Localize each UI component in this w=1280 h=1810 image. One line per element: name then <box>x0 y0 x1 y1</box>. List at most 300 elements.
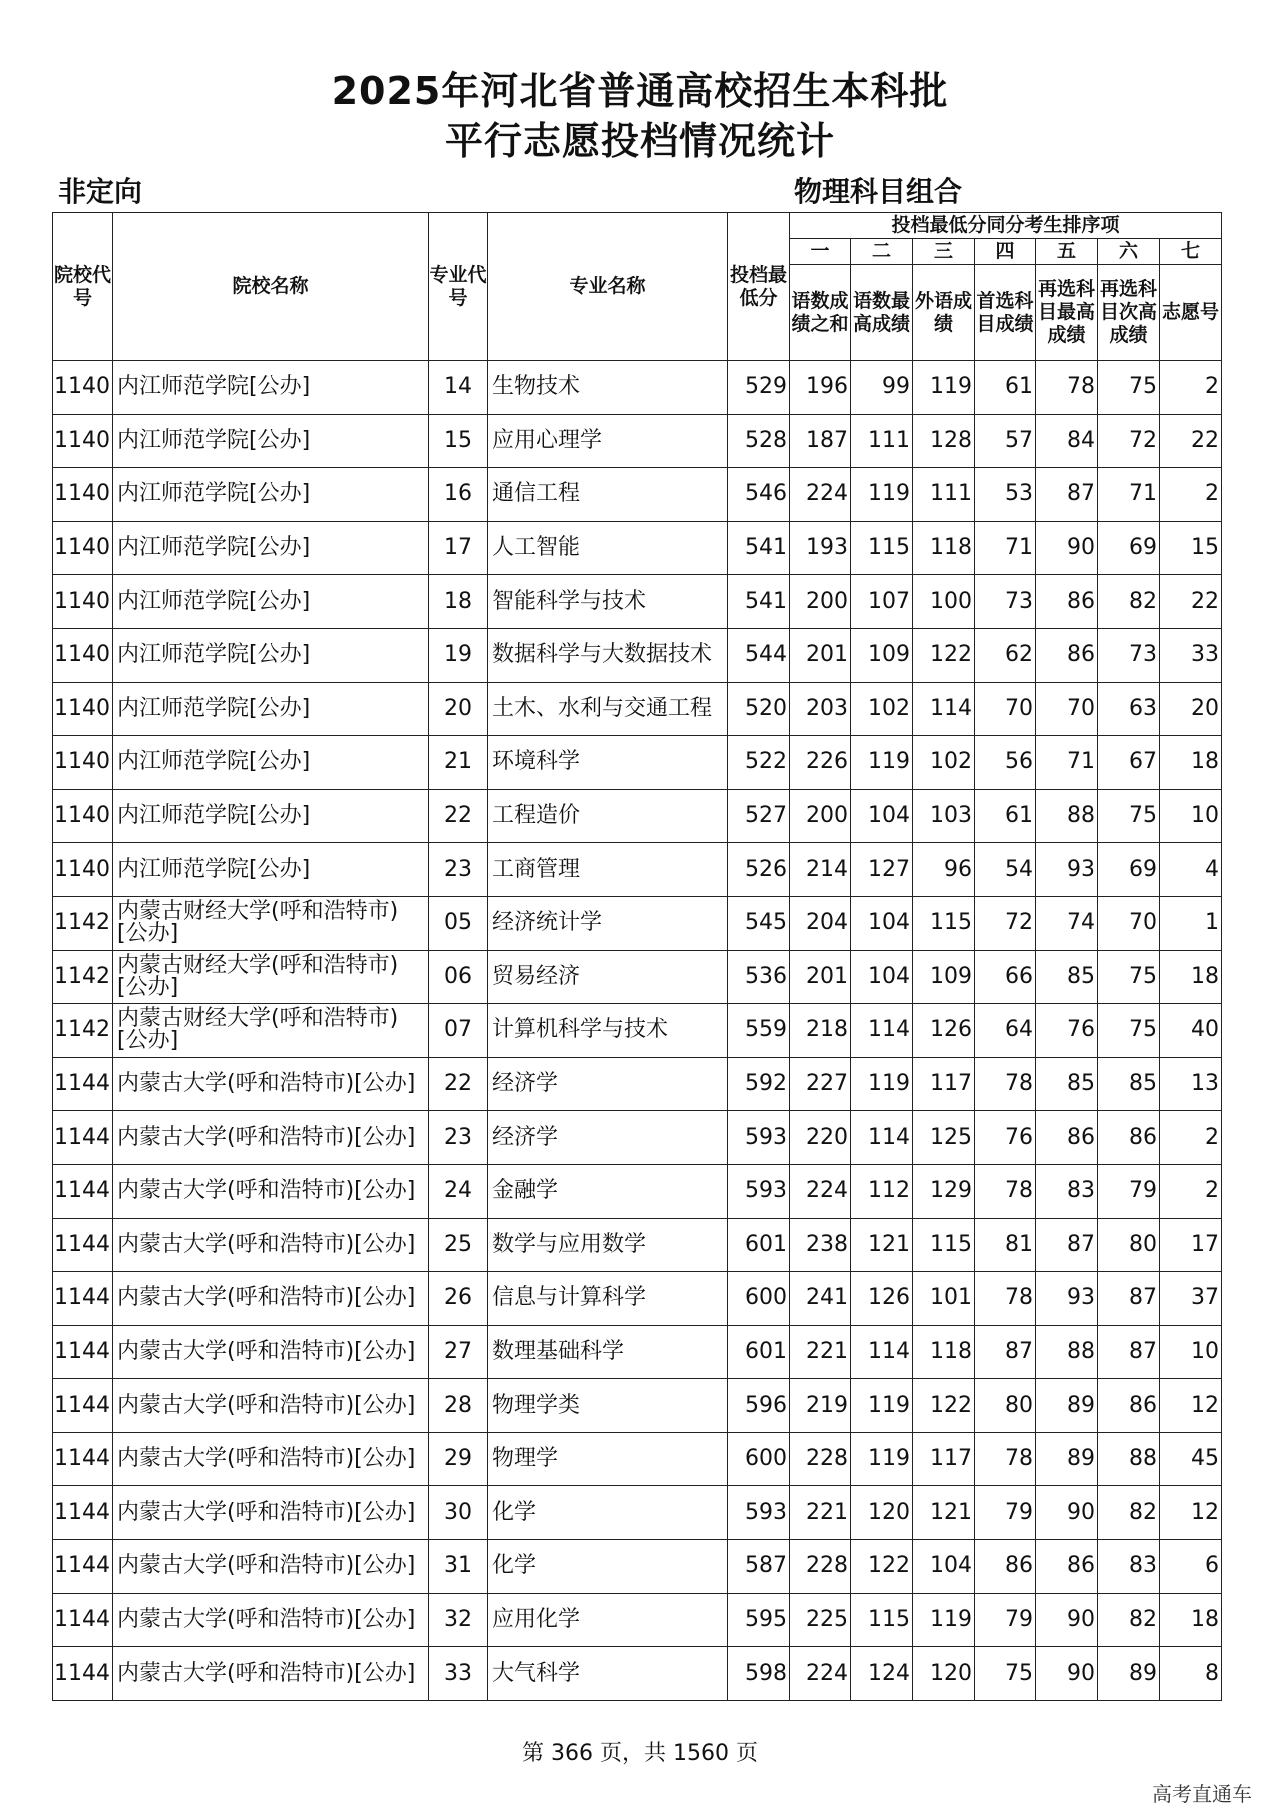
second-subject-max-cell: 84 <box>1036 414 1098 468</box>
chinese-math-sum-cell: 238 <box>790 1218 851 1272</box>
min-score-cell: 541 <box>728 575 790 629</box>
school-name-cell: 内江师范学院[公办] <box>113 736 429 790</box>
major-code-cell: 19 <box>429 628 488 682</box>
foreign-language-cell: 119 <box>913 1593 975 1647</box>
school-name-cell: 内蒙古大学(呼和浩特市)[公办] <box>113 1379 429 1433</box>
min-score-cell: 546 <box>728 468 790 522</box>
school-name-cell: 内蒙古大学(呼和浩特市)[公办] <box>113 1647 429 1701</box>
major-name-cell: 经济统计学 <box>488 896 728 950</box>
school-name-cell: 内蒙古大学(呼和浩特市)[公办] <box>113 1593 429 1647</box>
admission-table <box>52 212 1222 1701</box>
major-name-cell: 大气科学 <box>488 1647 728 1701</box>
school-name-cell: 内蒙古财经大学(呼和浩特市)[公办] <box>113 950 429 1004</box>
major-code-cell: 25 <box>429 1218 488 1272</box>
header-numeral: 四 <box>975 239 1036 265</box>
major-name-cell: 计算机科学与技术 <box>488 1004 728 1058</box>
preference-number-cell: 10 <box>1160 789 1222 843</box>
school-code-cell: 1140 <box>53 843 113 897</box>
second-subject-next-cell: 70 <box>1098 896 1160 950</box>
school-name-cell: 内蒙古大学(呼和浩特市)[公办] <box>113 1164 429 1218</box>
preference-number-cell: 18 <box>1160 736 1222 790</box>
preference-number-cell: 22 <box>1160 414 1222 468</box>
school-code-cell: 1144 <box>53 1218 113 1272</box>
foreign-language-cell: 114 <box>913 682 975 736</box>
foreign-language-cell: 115 <box>913 1218 975 1272</box>
major-name-cell: 金融学 <box>488 1164 728 1218</box>
foreign-language-cell: 117 <box>913 1432 975 1486</box>
min-score-cell: 592 <box>728 1057 790 1111</box>
header-tie-break-item: 语数成绩之和 <box>790 265 851 361</box>
second-subject-max-cell: 90 <box>1036 1647 1098 1701</box>
preference-number-cell: 4 <box>1160 843 1222 897</box>
school-code-cell: 1144 <box>53 1647 113 1701</box>
min-score-cell: 541 <box>728 521 790 575</box>
first-subject-cell: 79 <box>975 1486 1036 1540</box>
chinese-math-max-cell: 119 <box>851 1057 913 1111</box>
table-row <box>53 1432 1222 1486</box>
foreign-language-cell: 118 <box>913 1325 975 1379</box>
major-name-cell: 工商管理 <box>488 843 728 897</box>
foreign-language-cell: 117 <box>913 1057 975 1111</box>
foreign-language-cell: 118 <box>913 521 975 575</box>
table-row <box>53 628 1222 682</box>
school-code-cell: 1140 <box>53 468 113 522</box>
document-title <box>0 66 1280 166</box>
first-subject-cell: 79 <box>975 1593 1036 1647</box>
first-subject-cell: 81 <box>975 1218 1036 1272</box>
chinese-math-max-cell: 99 <box>851 361 913 415</box>
chinese-math-max-cell: 104 <box>851 789 913 843</box>
chinese-math-sum-cell: 193 <box>790 521 851 575</box>
min-score-cell: 544 <box>728 628 790 682</box>
second-subject-max-cell: 78 <box>1036 361 1098 415</box>
table-row <box>53 521 1222 575</box>
chinese-math-sum-cell: 227 <box>790 1057 851 1111</box>
school-name-cell: 内江师范学院[公办] <box>113 682 429 736</box>
school-name-cell: 内江师范学院[公办] <box>113 575 429 629</box>
major-name-cell: 信息与计算科学 <box>488 1272 728 1326</box>
foreign-language-cell: 103 <box>913 789 975 843</box>
school-code-cell: 1140 <box>53 575 113 629</box>
table-row <box>53 361 1222 415</box>
header-major-name: 专业名称 <box>488 213 728 361</box>
second-subject-max-cell: 74 <box>1036 896 1098 950</box>
preference-number-cell: 6 <box>1160 1540 1222 1594</box>
second-subject-max-cell: 89 <box>1036 1379 1098 1433</box>
header-numeral: 三 <box>913 239 975 265</box>
first-subject-cell: 62 <box>975 628 1036 682</box>
major-name-cell: 物理学类 <box>488 1379 728 1433</box>
chinese-math-max-cell: 109 <box>851 628 913 682</box>
major-name-cell: 数理基础科学 <box>488 1325 728 1379</box>
school-code-cell: 1144 <box>53 1486 113 1540</box>
chinese-math-sum-cell: 219 <box>790 1379 851 1433</box>
chinese-math-sum-cell: 196 <box>790 361 851 415</box>
school-code-cell: 1140 <box>53 682 113 736</box>
first-subject-cell: 70 <box>975 682 1036 736</box>
chinese-math-max-cell: 112 <box>851 1164 913 1218</box>
chinese-math-sum-cell: 200 <box>790 575 851 629</box>
second-subject-next-cell: 75 <box>1098 1004 1160 1058</box>
header-school-name: 院校名称 <box>113 213 429 361</box>
table-row <box>53 1593 1222 1647</box>
major-name-cell: 经济学 <box>488 1111 728 1165</box>
table-row <box>53 1111 1222 1165</box>
major-name-cell: 化学 <box>488 1486 728 1540</box>
chinese-math-max-cell: 122 <box>851 1540 913 1594</box>
first-subject-cell: 66 <box>975 950 1036 1004</box>
chinese-math-sum-cell: 221 <box>790 1325 851 1379</box>
school-code-cell: 1140 <box>53 736 113 790</box>
min-score-cell: 526 <box>728 843 790 897</box>
school-name-cell: 内江师范学院[公办] <box>113 789 429 843</box>
table-row <box>53 1057 1222 1111</box>
school-name-cell: 内蒙古财经大学(呼和浩特市)[公办] <box>113 1004 429 1058</box>
chinese-math-max-cell: 114 <box>851 1111 913 1165</box>
preference-number-cell: 40 <box>1160 1004 1222 1058</box>
chinese-math-sum-cell: 200 <box>790 789 851 843</box>
table-row <box>53 843 1222 897</box>
second-subject-max-cell: 71 <box>1036 736 1098 790</box>
chinese-math-max-cell: 102 <box>851 682 913 736</box>
first-subject-cell: 54 <box>975 843 1036 897</box>
school-name-cell: 内蒙古大学(呼和浩特市)[公办] <box>113 1111 429 1165</box>
table-row <box>53 682 1222 736</box>
preference-number-cell: 18 <box>1160 950 1222 1004</box>
major-name-cell: 土木、水利与交通工程 <box>488 682 728 736</box>
first-subject-cell: 76 <box>975 1111 1036 1165</box>
first-subject-cell: 78 <box>975 1272 1036 1326</box>
table-row <box>53 1379 1222 1433</box>
second-subject-max-cell: 86 <box>1036 1111 1098 1165</box>
foreign-language-cell: 102 <box>913 736 975 790</box>
major-code-cell: 15 <box>429 414 488 468</box>
second-subject-next-cell: 80 <box>1098 1218 1160 1272</box>
second-subject-next-cell: 71 <box>1098 468 1160 522</box>
major-code-cell: 24 <box>429 1164 488 1218</box>
chinese-math-sum-cell: 201 <box>790 628 851 682</box>
second-subject-max-cell: 89 <box>1036 1432 1098 1486</box>
first-subject-cell: 86 <box>975 1540 1036 1594</box>
second-subject-next-cell: 69 <box>1098 843 1160 897</box>
chinese-math-sum-cell: 225 <box>790 1593 851 1647</box>
school-code-cell: 1140 <box>53 361 113 415</box>
first-subject-cell: 53 <box>975 468 1036 522</box>
school-code-cell: 1142 <box>53 896 113 950</box>
chinese-math-sum-cell: 241 <box>790 1272 851 1326</box>
foreign-language-cell: 96 <box>913 843 975 897</box>
table-row <box>53 736 1222 790</box>
school-name-cell: 内蒙古大学(呼和浩特市)[公办] <box>113 1057 429 1111</box>
major-code-cell: 33 <box>429 1647 488 1701</box>
second-subject-max-cell: 86 <box>1036 575 1098 629</box>
school-name-cell: 内蒙古大学(呼和浩特市)[公办] <box>113 1486 429 1540</box>
min-score-cell: 595 <box>728 1593 790 1647</box>
major-name-cell: 应用化学 <box>488 1593 728 1647</box>
chinese-math-sum-cell: 226 <box>790 736 851 790</box>
major-code-cell: 23 <box>429 1111 488 1165</box>
foreign-language-cell: 111 <box>913 468 975 522</box>
header-numeral: 七 <box>1160 239 1222 265</box>
min-score-cell: 528 <box>728 414 790 468</box>
school-code-cell: 1140 <box>53 414 113 468</box>
school-name-cell: 内江师范学院[公办] <box>113 843 429 897</box>
school-code-cell: 1144 <box>53 1325 113 1379</box>
chinese-math-sum-cell: 214 <box>790 843 851 897</box>
foreign-language-cell: 122 <box>913 628 975 682</box>
major-code-cell: 22 <box>429 1057 488 1111</box>
title-line-1: 2025年河北省普通高校招生本科批 <box>331 69 949 113</box>
second-subject-next-cell: 82 <box>1098 1486 1160 1540</box>
major-name-cell: 智能科学与技术 <box>488 575 728 629</box>
second-subject-max-cell: 86 <box>1036 1540 1098 1594</box>
major-name-cell: 生物技术 <box>488 361 728 415</box>
preference-number-cell: 37 <box>1160 1272 1222 1326</box>
chinese-math-max-cell: 124 <box>851 1647 913 1701</box>
second-subject-max-cell: 85 <box>1036 1057 1098 1111</box>
school-name-cell: 内江师范学院[公办] <box>113 468 429 522</box>
second-subject-next-cell: 69 <box>1098 521 1160 575</box>
second-subject-max-cell: 87 <box>1036 1218 1098 1272</box>
chinese-math-max-cell: 115 <box>851 1593 913 1647</box>
major-name-cell: 工程造价 <box>488 789 728 843</box>
header-numeral: 五 <box>1036 239 1098 265</box>
major-name-cell: 数据科学与大数据技术 <box>488 628 728 682</box>
preference-number-cell: 1 <box>1160 896 1222 950</box>
second-subject-next-cell: 86 <box>1098 1379 1160 1433</box>
second-subject-next-cell: 75 <box>1098 361 1160 415</box>
chinese-math-max-cell: 104 <box>851 950 913 1004</box>
second-subject-next-cell: 67 <box>1098 736 1160 790</box>
chinese-math-max-cell: 127 <box>851 843 913 897</box>
chinese-math-max-cell: 120 <box>851 1486 913 1540</box>
table-row <box>53 1272 1222 1326</box>
foreign-language-cell: 121 <box>913 1486 975 1540</box>
header-tie-break-item: 语数最高成绩 <box>851 265 913 361</box>
major-code-cell: 22 <box>429 789 488 843</box>
second-subject-max-cell: 87 <box>1036 468 1098 522</box>
first-subject-cell: 56 <box>975 736 1036 790</box>
major-code-cell: 18 <box>429 575 488 629</box>
second-subject-next-cell: 87 <box>1098 1272 1160 1326</box>
chinese-math-max-cell: 115 <box>851 521 913 575</box>
foreign-language-cell: 120 <box>913 1647 975 1701</box>
min-score-cell: 593 <box>728 1164 790 1218</box>
subtitle-right: 物理科目组合 <box>794 175 963 208</box>
second-subject-next-cell: 82 <box>1098 575 1160 629</box>
first-subject-cell: 72 <box>975 896 1036 950</box>
min-score-cell: 601 <box>728 1218 790 1272</box>
first-subject-cell: 64 <box>975 1004 1036 1058</box>
foreign-language-cell: 129 <box>913 1164 975 1218</box>
chinese-math-max-cell: 119 <box>851 1379 913 1433</box>
preference-number-cell: 10 <box>1160 1325 1222 1379</box>
table-row <box>53 414 1222 468</box>
foreign-language-cell: 115 <box>913 896 975 950</box>
preference-number-cell: 33 <box>1160 628 1222 682</box>
min-score-cell: 520 <box>728 682 790 736</box>
major-code-cell: 27 <box>429 1325 488 1379</box>
chinese-math-sum-cell: 187 <box>790 414 851 468</box>
preference-number-cell: 15 <box>1160 521 1222 575</box>
school-name-cell: 内江师范学院[公办] <box>113 361 429 415</box>
min-score-cell: 598 <box>728 1647 790 1701</box>
school-code-cell: 1144 <box>53 1164 113 1218</box>
major-code-cell: 30 <box>429 1486 488 1540</box>
chinese-math-sum-cell: 201 <box>790 950 851 1004</box>
second-subject-max-cell: 76 <box>1036 1004 1098 1058</box>
chinese-math-max-cell: 104 <box>851 896 913 950</box>
preference-number-cell: 2 <box>1160 1111 1222 1165</box>
school-code-cell: 1140 <box>53 521 113 575</box>
major-name-cell: 化学 <box>488 1540 728 1594</box>
preference-number-cell: 17 <box>1160 1218 1222 1272</box>
preference-number-cell: 2 <box>1160 361 1222 415</box>
table-row <box>53 1647 1222 1701</box>
major-name-cell: 应用心理学 <box>488 414 728 468</box>
preference-number-cell: 18 <box>1160 1593 1222 1647</box>
school-name-cell: 内蒙古财经大学(呼和浩特市)[公办] <box>113 896 429 950</box>
major-name-cell: 人工智能 <box>488 521 728 575</box>
header-numeral: 一 <box>790 239 851 265</box>
school-code-cell: 1144 <box>53 1432 113 1486</box>
school-name-cell: 内蒙古大学(呼和浩特市)[公办] <box>113 1540 429 1594</box>
table-row <box>53 896 1222 950</box>
min-score-cell: 527 <box>728 789 790 843</box>
min-score-cell: 593 <box>728 1111 790 1165</box>
min-score-cell: 600 <box>728 1272 790 1326</box>
preference-number-cell: 20 <box>1160 682 1222 736</box>
major-name-cell: 经济学 <box>488 1057 728 1111</box>
header-numeral: 六 <box>1098 239 1160 265</box>
second-subject-next-cell: 87 <box>1098 1325 1160 1379</box>
first-subject-cell: 87 <box>975 1325 1036 1379</box>
major-code-cell: 23 <box>429 843 488 897</box>
school-code-cell: 1140 <box>53 789 113 843</box>
major-code-cell: 21 <box>429 736 488 790</box>
foreign-language-cell: 104 <box>913 1540 975 1594</box>
second-subject-next-cell: 85 <box>1098 1057 1160 1111</box>
second-subject-next-cell: 73 <box>1098 628 1160 682</box>
preference-number-cell: 13 <box>1160 1057 1222 1111</box>
first-subject-cell: 71 <box>975 521 1036 575</box>
header-tie-break-item: 外语成绩 <box>913 265 975 361</box>
major-code-cell: 20 <box>429 682 488 736</box>
preference-number-cell: 45 <box>1160 1432 1222 1486</box>
chinese-math-max-cell: 121 <box>851 1218 913 1272</box>
first-subject-cell: 57 <box>975 414 1036 468</box>
school-name-cell: 内蒙古大学(呼和浩特市)[公办] <box>113 1325 429 1379</box>
first-subject-cell: 80 <box>975 1379 1036 1433</box>
header-tie-break-item: 再选科目最高成绩 <box>1036 265 1098 361</box>
header-school-code: 院校代号 <box>53 213 113 361</box>
second-subject-next-cell: 72 <box>1098 414 1160 468</box>
table-row <box>53 1164 1222 1218</box>
preference-number-cell: 2 <box>1160 468 1222 522</box>
foreign-language-cell: 119 <box>913 361 975 415</box>
min-score-cell: 536 <box>728 950 790 1004</box>
table-row <box>53 1004 1222 1058</box>
second-subject-next-cell: 75 <box>1098 950 1160 1004</box>
page-footer: 第 366 页，共 1560 页 <box>522 1741 758 1766</box>
major-code-cell: 32 <box>429 1593 488 1647</box>
min-score-cell: 529 <box>728 361 790 415</box>
first-subject-cell: 73 <box>975 575 1036 629</box>
second-subject-max-cell: 93 <box>1036 1272 1098 1326</box>
major-code-cell: 14 <box>429 361 488 415</box>
min-score-cell: 601 <box>728 1325 790 1379</box>
foreign-language-cell: 126 <box>913 1004 975 1058</box>
chinese-math-sum-cell: 228 <box>790 1540 851 1594</box>
major-name-cell: 通信工程 <box>488 468 728 522</box>
header-min-score: 投档最低分 <box>728 213 790 361</box>
preference-number-cell: 22 <box>1160 575 1222 629</box>
min-score-cell: 593 <box>728 1486 790 1540</box>
first-subject-cell: 78 <box>975 1432 1036 1486</box>
second-subject-max-cell: 83 <box>1036 1164 1098 1218</box>
preference-number-cell: 2 <box>1160 1164 1222 1218</box>
major-name-cell: 贸易经济 <box>488 950 728 1004</box>
major-code-cell: 17 <box>429 521 488 575</box>
foreign-language-cell: 122 <box>913 1379 975 1433</box>
preference-number-cell: 12 <box>1160 1486 1222 1540</box>
second-subject-max-cell: 90 <box>1036 1486 1098 1540</box>
first-subject-cell: 61 <box>975 789 1036 843</box>
second-subject-next-cell: 82 <box>1098 1593 1160 1647</box>
school-code-cell: 1142 <box>53 950 113 1004</box>
school-name-cell: 内蒙古大学(呼和浩特市)[公办] <box>113 1218 429 1272</box>
second-subject-max-cell: 88 <box>1036 1325 1098 1379</box>
chinese-math-sum-cell: 224 <box>790 1647 851 1701</box>
table-row <box>53 468 1222 522</box>
second-subject-next-cell: 89 <box>1098 1647 1160 1701</box>
chinese-math-max-cell: 119 <box>851 468 913 522</box>
school-code-cell: 1142 <box>53 1004 113 1058</box>
school-name-cell: 内江师范学院[公办] <box>113 521 429 575</box>
first-subject-cell: 75 <box>975 1647 1036 1701</box>
chinese-math-sum-cell: 228 <box>790 1432 851 1486</box>
second-subject-max-cell: 88 <box>1036 789 1098 843</box>
major-name-cell: 数学与应用数学 <box>488 1218 728 1272</box>
chinese-math-max-cell: 119 <box>851 736 913 790</box>
min-score-cell: 587 <box>728 1540 790 1594</box>
chinese-math-sum-cell: 220 <box>790 1111 851 1165</box>
major-code-cell: 28 <box>429 1379 488 1433</box>
min-score-cell: 545 <box>728 896 790 950</box>
chinese-math-max-cell: 114 <box>851 1004 913 1058</box>
school-code-cell: 1144 <box>53 1379 113 1433</box>
school-code-cell: 1144 <box>53 1540 113 1594</box>
school-name-cell: 内江师范学院[公办] <box>113 414 429 468</box>
table-row <box>53 1540 1222 1594</box>
second-subject-next-cell: 79 <box>1098 1164 1160 1218</box>
chinese-math-sum-cell: 218 <box>790 1004 851 1058</box>
school-code-cell: 1144 <box>53 1111 113 1165</box>
table-row <box>53 575 1222 629</box>
school-code-cell: 1140 <box>53 628 113 682</box>
header-numeral: 二 <box>851 239 913 265</box>
subtitle-left: 非定向 <box>58 175 143 208</box>
min-score-cell: 596 <box>728 1379 790 1433</box>
chinese-math-max-cell: 126 <box>851 1272 913 1326</box>
second-subject-next-cell: 88 <box>1098 1432 1160 1486</box>
title-line-2: 平行志愿投档情况统计 <box>444 119 835 163</box>
second-subject-max-cell: 86 <box>1036 628 1098 682</box>
preference-number-cell: 8 <box>1160 1647 1222 1701</box>
major-name-cell: 物理学 <box>488 1432 728 1486</box>
first-subject-cell: 61 <box>975 361 1036 415</box>
second-subject-max-cell: 70 <box>1036 682 1098 736</box>
